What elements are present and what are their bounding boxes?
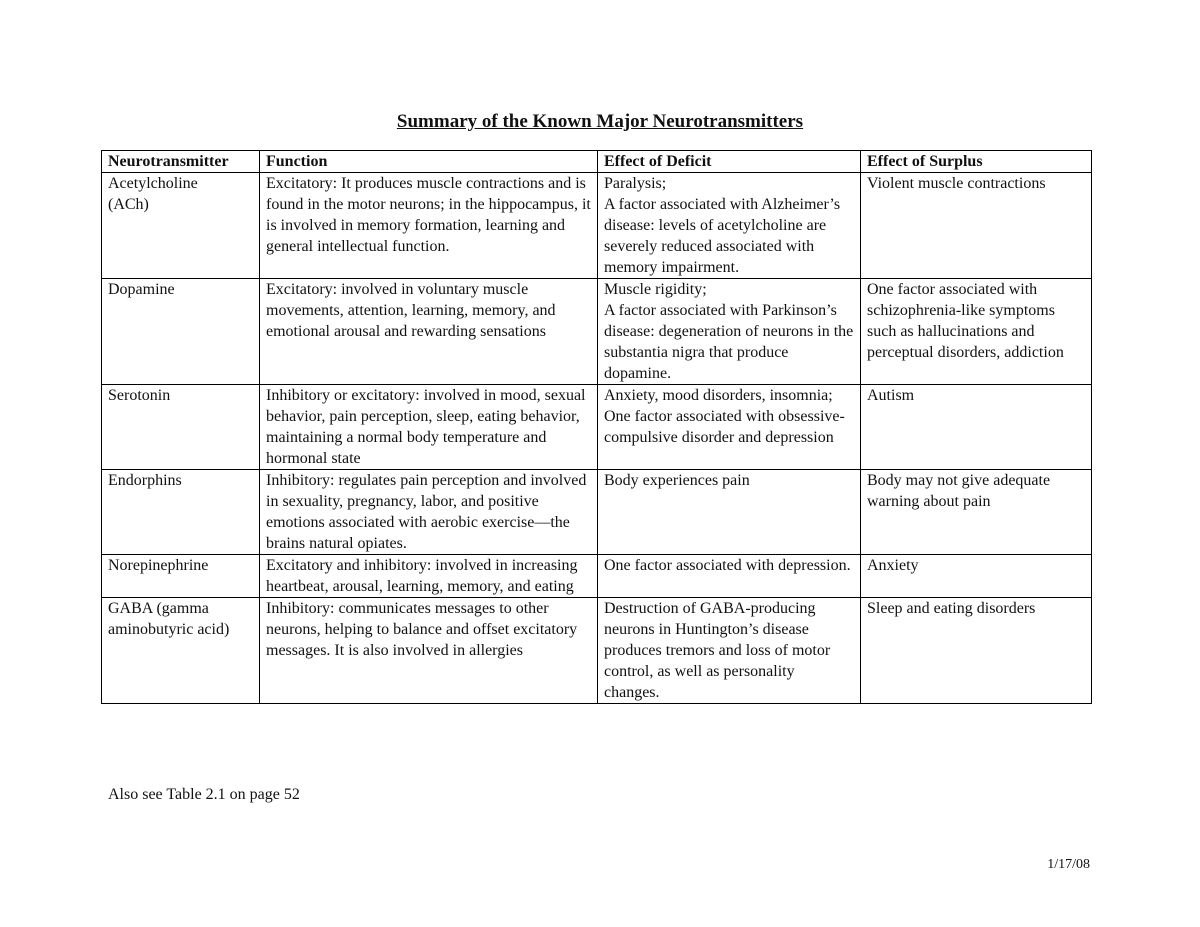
surplus-cell: Violent muscle contractions <box>861 173 1092 279</box>
function-cell: Inhibitory or excitatory: involved in mood, sexual behavior, pain perception, sleep, eating behavior, maintaining a normal body temperature and hormonal state <box>260 385 598 470</box>
surplus-cell: Sleep and eating disorders <box>861 598 1092 704</box>
table-row <box>102 279 1092 385</box>
document-title: Summary of the Known Major Neurotransmitters <box>396 111 804 132</box>
neurotransmitter-cell: GABA (gamma aminobutyric acid) <box>102 598 260 704</box>
table-row <box>102 385 1092 470</box>
surplus-cell: Body may not give adequate warning about pain <box>861 470 1092 555</box>
footnote: Also see Table 2.1 on page 52 <box>108 786 300 803</box>
neurotransmitter-cell: Norepinephrine <box>102 555 260 598</box>
document-date: 1/17/08 <box>1047 857 1090 872</box>
table-row <box>102 470 1092 555</box>
function-cell: Excitatory: involved in voluntary muscle movements, attention, learning, memory, and emotional arousal and rewarding sensations <box>260 279 598 385</box>
neurotransmitter-cell: Endorphins <box>102 470 260 555</box>
surplus-cell: Autism <box>861 385 1092 470</box>
surplus-cell: One factor associated with schizophrenia-like symptoms such as hallucinations and perceptual disorders, addiction <box>861 279 1092 385</box>
header-function: Function <box>260 151 598 173</box>
neurotransmitter-table <box>101 150 1092 704</box>
function-cell: Excitatory and inhibitory: involved in increasing heartbeat, arousal, learning, memory, and eating <box>260 555 598 598</box>
function-cell: Inhibitory: regulates pain perception and involved in sexuality, pregnancy, labor, and positive emotions associated with aerobic exercise—the brains natural opiates. <box>260 470 598 555</box>
deficit-cell: One factor associated with depression. <box>598 555 861 598</box>
deficit-cell: Anxiety, mood disorders, insomnia; One factor associated with obsessive-compulsive disorder and depression <box>598 385 861 470</box>
function-cell: Excitatory: It produces muscle contractions and is found in the motor neurons; in the hippocampus, it is involved in memory formation, learning and general intellectual function. <box>260 173 598 279</box>
deficit-cell: Destruction of GABA-producing neurons in Huntington’s disease produces tremors and loss of motor control, as well as personality changes. <box>598 598 861 704</box>
surplus-cell: Anxiety <box>861 555 1092 598</box>
table-row <box>102 173 1092 279</box>
function-cell: Inhibitory: communicates messages to other neurons, helping to balance and offset excitatory messages. It is also involved in allergies <box>260 598 598 704</box>
header-neurotransmitter: Neurotransmitter <box>102 151 260 173</box>
neurotransmitter-cell: Acetylcholine (ACh) <box>102 173 260 279</box>
neurotransmitter-cell: Dopamine <box>102 279 260 385</box>
header-effect-of-surplus: Effect of Surplus <box>861 151 1092 173</box>
deficit-cell: Muscle rigidity; A factor associated with Parkinson’s disease: degeneration of neurons in the substantia nigra that produce dopamine. <box>598 279 861 385</box>
table-row <box>102 598 1092 704</box>
deficit-cell: Paralysis; A factor associated with Alzheimer’s disease: levels of acetylcholine are severely reduced associated with memory impairment. <box>598 173 861 279</box>
table-header-row <box>102 151 1092 173</box>
header-effect-of-deficit: Effect of Deficit <box>598 151 861 173</box>
neurotransmitter-cell: Serotonin <box>102 385 260 470</box>
deficit-cell: Body experiences pain <box>598 470 861 555</box>
table-row <box>102 555 1092 598</box>
